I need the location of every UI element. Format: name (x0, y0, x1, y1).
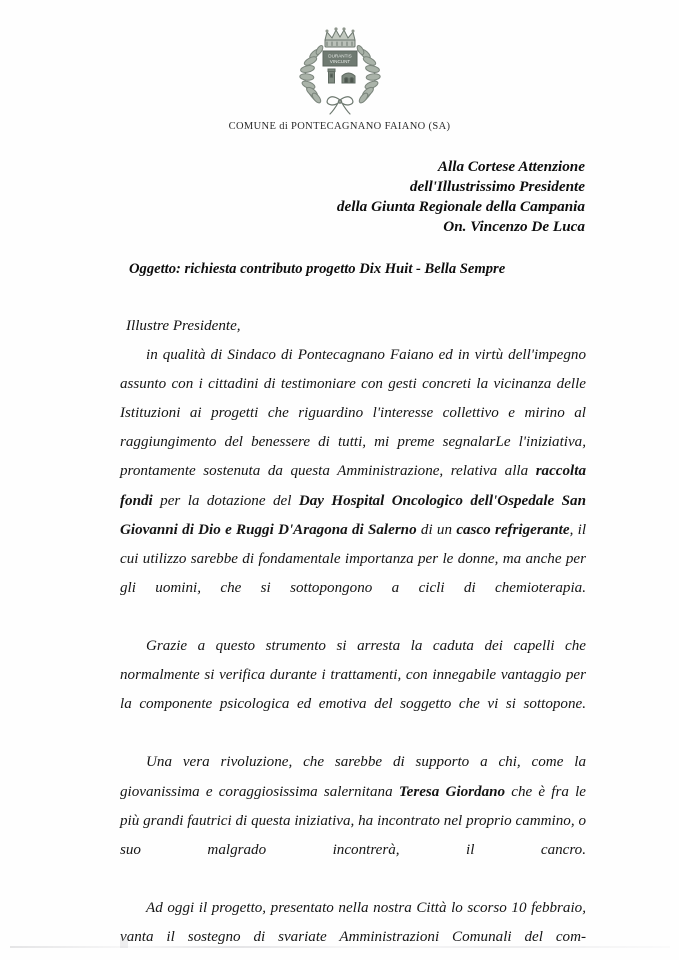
municipal-coat-of-arms-icon (285, 26, 395, 118)
body-paragraph-2: Grazie a questo strumento si arresta la caduta dei capelli che normalmente si verifica durante i trattamenti, con innegabile vantaggio per la componente psicologica ed emotiva del soggetto che vi si sottopone. (120, 638, 586, 713)
crest-motto-line2: VINCUNT (329, 59, 350, 65)
p1-segment-2: per la dotazione del (152, 492, 299, 509)
addressee-line-4: On. Vincenzo De Luca (443, 218, 585, 235)
p3-segment-1: Una vera rivoluzione, che sarebbe di supporto a chi, come la giovanissima e coraggiosissima salernitana (120, 754, 586, 800)
scan-artifact-line (10, 946, 670, 948)
scan-artifact-smudge (120, 938, 128, 948)
letterhead (0, 26, 679, 132)
addressee-line-1: Alla Cortese Attenzione (437, 158, 585, 175)
body-paragraph-4: Ad oggi il progetto, presentato nella nostra Città lo scorso 10 febbraio, vanta il sostegno di svariate Amministrazioni Comunali del com- (120, 899, 586, 945)
addressee-line-3: della Giunta Regionale della Campania (336, 198, 585, 215)
body-paragraph-1 (120, 341, 586, 632)
p1-segment-1: in qualità di Sindaco di Pontecagnano Faiano ed in virtù dell'impegno assunto con i cittadini di testimoniare con gesti concreti la vicinanza delle Istituzioni ai progetti che riguardino l'interesse collettivo e mirino al raggiungimento del benessere di tutti, mi preme segnalarLe l'iniziativa, prontamente sostenuta da questa Amministrazione, relativa alla (120, 347, 586, 480)
comune-name-line (0, 121, 679, 132)
addressee-line-2: dell'Illustrissimo Presidente (409, 178, 585, 195)
p1-bold-casco-refrigerante: casco refrigerante (456, 521, 570, 538)
crest-motto-line1: DURANTIS (327, 53, 352, 59)
p1-segment-3: di un (416, 521, 457, 538)
p3-segment-2: che è fra le più grandi fautrici di questa iniziativa, ha incontrato nel proprio cammino, o suo malgrado incontrerà, il cancro. (120, 783, 586, 858)
p1-bold-raccolta-fondi: raccolta fondi (120, 463, 586, 509)
p1-segment-4: , il cui utilizzo sarebbe di fondamentale importanza per le donne, ma anche per gli uomini, che si sottopongono a cicli di chemioterapia. (120, 521, 587, 596)
p1-bold-day-hospital: Day Hospital Oncologico dell'Ospedale San Giovanni di Dio e Ruggi D'Aragona di Salerno (120, 492, 586, 538)
body-paragraph-3 (120, 748, 586, 893)
salutation: Illustre Presidente, (126, 318, 241, 334)
addressee-block (120, 157, 585, 237)
comune-name-text: COMUNE di PONTECAGNANO FAIANO (SA) (228, 121, 451, 132)
p3-bold-teresa-giordano: Teresa Giordano (398, 783, 506, 800)
subject-line: Oggetto: richiesta contributo progetto Dix Huit - Bella Sempre (129, 261, 506, 277)
letter-body (120, 312, 586, 960)
